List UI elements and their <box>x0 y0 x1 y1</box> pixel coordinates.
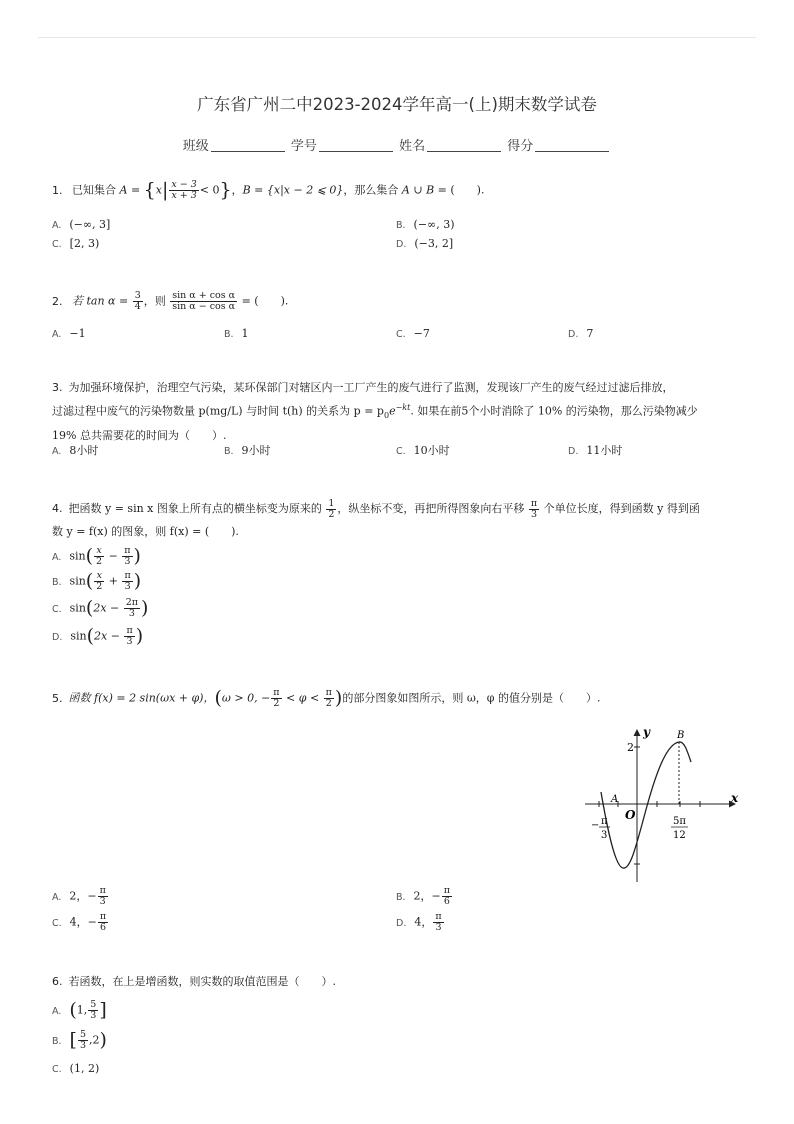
name-label: 姓名 <box>399 139 426 154</box>
sine-curve <box>601 742 691 868</box>
q4-text-a: 把函数 y = sin x 图象上所有点的横坐标变为原来的 <box>68 502 326 515</box>
q4-option-b[interactable] <box>52 571 141 592</box>
q4-option-c[interactable] <box>52 598 148 619</box>
exam-title: 广东省广州二中2023-2024学年高一(上)期末数学试卷 <box>197 95 597 114</box>
q6-option-b[interactable] <box>52 1030 107 1051</box>
option-fn: sin <box>70 629 87 643</box>
x-left-num: π <box>601 816 608 827</box>
q1-frac-num: x − 3 <box>171 179 197 190</box>
question-5 <box>52 688 742 709</box>
q4-frac-shift <box>529 499 539 520</box>
y-tick-label: 2 <box>627 741 634 754</box>
q3-option-c[interactable] <box>396 442 450 458</box>
question-3 <box>52 378 742 446</box>
q5-frac-2 <box>324 688 334 709</box>
option-sign: − <box>431 889 441 903</box>
q6-option-c[interactable] <box>52 1062 99 1075</box>
q2-text-c: = ( ). <box>238 294 289 308</box>
frac-num: π <box>124 570 131 581</box>
option-text: −1 <box>69 327 86 340</box>
q5-option-b[interactable] <box>396 886 453 907</box>
q3-sub: 0 <box>383 410 390 420</box>
id-label: 学号 <box>290 139 317 154</box>
option-omega: 4， <box>414 915 433 929</box>
q3-exp-base: e <box>389 404 396 418</box>
option-fn: sin <box>69 574 86 588</box>
option-frac-b <box>122 571 132 592</box>
q5-text-a: 函数 f(x) = 2 sin(ωx + φ)， <box>68 691 215 705</box>
option-expr: 2x − <box>94 629 124 643</box>
option-label: D. <box>568 446 579 457</box>
q4-line-2: 数 y = f(x) 的图象，则 f(x) = ( ). <box>52 525 239 538</box>
q2-text-b: ，则 <box>143 294 170 308</box>
paren-right: ) <box>141 597 149 619</box>
frac-num: 2π <box>125 597 139 608</box>
option-label: B. <box>52 576 62 588</box>
q2-option-d[interactable] <box>568 327 593 340</box>
frac-num: π <box>126 625 133 636</box>
frac-num: 5 <box>79 1029 87 1040</box>
q5-text-c: < φ < <box>282 691 323 705</box>
option-frac <box>433 912 443 933</box>
option-frac-a <box>94 546 104 567</box>
q3-line-2 <box>52 398 742 426</box>
q2-tan-num: 3 <box>134 290 141 301</box>
q1-text-d: ， <box>231 183 243 197</box>
q2-fraction-tan <box>133 291 143 312</box>
option-label: B. <box>52 1035 62 1047</box>
q2-text-a: 若 tan α = <box>72 294 132 308</box>
frac-den: 3 <box>79 1040 87 1051</box>
q1-frac-den: x + 3 <box>171 190 197 201</box>
q4-option-a[interactable] <box>52 546 141 567</box>
frac-num: π <box>124 545 131 556</box>
q5-option-a[interactable] <box>52 886 109 907</box>
bracket-right: ) <box>99 1029 107 1051</box>
option-frac-b <box>124 626 134 647</box>
option-label: C. <box>52 917 62 929</box>
q1-var: x <box>155 183 162 197</box>
option-label: A. <box>52 891 62 903</box>
option-sign: − <box>87 915 97 929</box>
frac-den: 3 <box>126 636 133 647</box>
q3-line-2-a: 过滤过程中废气的污染物数量 p(mg/L) 与时间 t(h) 的关系为 p = p <box>52 404 384 418</box>
q4-half-den: 2 <box>328 508 335 520</box>
option-frac <box>98 912 108 933</box>
q3-line-1-text: 为加强环境保护，治理空气污染，某环保部门对辖区内一工厂产生的废气进行了监测，发现该厂产生的废气经过过滤后排放， <box>68 381 674 394</box>
frac-den: 2 <box>273 698 280 709</box>
bracket-left: [ <box>69 1029 77 1051</box>
frac-num: π <box>325 687 332 698</box>
q4-shift-num: π <box>530 497 538 509</box>
y-axis-label: y <box>643 725 650 739</box>
frac-den: 3 <box>124 581 131 592</box>
q1-option-d[interactable] <box>396 237 453 250</box>
q4-option-d[interactable] <box>52 626 143 647</box>
q3-line-3: 19% 总共需要花的时间为（ ）. <box>52 428 227 442</box>
q1-fraction <box>169 180 198 201</box>
frac-num: π <box>99 885 106 896</box>
question-number: 6. <box>52 975 63 988</box>
question-number: 3. <box>52 381 63 394</box>
x-right-num: 5π <box>673 816 686 827</box>
option-label: D. <box>396 917 407 929</box>
x-right-den: 12 <box>673 830 686 841</box>
q2-fraction-expr <box>170 291 237 312</box>
q1-text-f: ，那么集合 <box>343 183 402 197</box>
option-label: A. <box>52 1005 62 1017</box>
question-1 <box>52 180 742 201</box>
q3-option-b[interactable] <box>224 442 271 458</box>
origin-label: O <box>625 808 636 822</box>
option-text: (1, 2) <box>69 1062 100 1075</box>
q4-text-c: 个单位长度，得到函数 y 得到函 <box>540 502 700 515</box>
paren-left: ( <box>85 597 94 619</box>
frac-den: 3 <box>435 922 442 933</box>
option-text: [2, 3) <box>69 237 100 250</box>
q1-text-a: 已知集合 <box>72 183 116 197</box>
option-op: − <box>105 549 122 563</box>
q5-text-d: 的部分图象如图所示，则 ω，φ 的值分别是（ ）. <box>342 691 601 705</box>
option-frac <box>442 886 452 907</box>
option-fn: sin <box>69 549 86 563</box>
score-blank[interactable] <box>535 151 609 152</box>
question-2 <box>52 291 742 312</box>
option-text: 7 <box>586 327 594 340</box>
frac-den: 3 <box>90 1010 97 1021</box>
option-fn: sin <box>69 601 86 615</box>
q3-option-d[interactable] <box>568 442 622 458</box>
point-b-label: B <box>677 730 685 741</box>
option-text: 1 <box>241 327 249 340</box>
class-blank[interactable] <box>211 151 285 152</box>
option-sign: − <box>87 889 97 903</box>
frac-num: π <box>443 885 451 896</box>
option-op: + <box>105 574 122 588</box>
q4-text-b: ，纵坐标不变，再把所得图象向右平移 <box>337 502 528 515</box>
class-label: 班级 <box>182 139 209 154</box>
option-text: −7 <box>413 327 430 340</box>
id-blank[interactable] <box>319 151 393 152</box>
option-frac <box>98 886 108 907</box>
q1-text-g: A ∪ B <box>401 183 435 197</box>
q2-option-c[interactable] <box>396 327 430 340</box>
option-label: A. <box>52 551 62 563</box>
option-text: 10小时 <box>413 444 450 457</box>
option-omega: 2， <box>69 889 88 903</box>
q5-option-d[interactable] <box>396 912 445 933</box>
paren-right: ) <box>133 570 142 592</box>
question-6 <box>52 972 742 992</box>
q2-option-a[interactable] <box>52 327 86 340</box>
x-left-den: 3 <box>601 830 608 841</box>
frac-den: 2 <box>96 556 103 567</box>
paren-left: ( <box>85 545 94 567</box>
q1-option-c[interactable] <box>52 237 99 250</box>
q4-half-num: 1 <box>328 497 335 509</box>
bracket-right: ] <box>99 999 107 1021</box>
name-blank[interactable] <box>427 151 501 152</box>
question-number: 5. <box>52 691 63 705</box>
option-label: C. <box>396 329 406 340</box>
q2-expr-num: sin α + cos α <box>172 290 236 301</box>
question-number: 2. <box>52 294 63 308</box>
option-upper: ,2 <box>89 1033 100 1047</box>
frac-num: x <box>94 571 104 582</box>
option-label: A. <box>52 220 62 231</box>
q2-expr-den: sin α − cos α <box>172 301 236 312</box>
option-text: (−3, 2] <box>414 237 454 250</box>
question-number: 4. <box>52 502 63 515</box>
frac-num: π <box>273 687 280 698</box>
frac-den: 6 <box>99 922 107 933</box>
q2-tan-den: 4 <box>134 301 141 312</box>
point-a-label: A <box>611 794 619 805</box>
frac-den: 3 <box>99 896 106 907</box>
q5-text-b: ω > 0, − <box>221 691 271 705</box>
q5-option-c[interactable] <box>52 912 109 933</box>
x-axis-label: x <box>731 791 739 805</box>
q4-line-1 <box>52 496 742 522</box>
frac-den: 2 <box>325 698 332 709</box>
frac-den: 6 <box>443 896 450 907</box>
header-divider <box>38 37 756 38</box>
option-label: B. <box>396 891 406 903</box>
q5-sine-graph <box>585 722 745 887</box>
q1-text-e: B = {x|x − 2 ⩽ 0} <box>242 183 344 197</box>
q6-option-a[interactable] <box>52 1000 107 1021</box>
paren-right: ) <box>334 687 343 709</box>
option-omega: 2， <box>413 889 432 903</box>
paren-right: ) <box>135 625 144 647</box>
paren-right: ) <box>133 545 141 567</box>
frac-num: x <box>94 546 104 557</box>
q1-text-b: A = <box>119 183 144 197</box>
x-left-sign: − <box>591 820 600 831</box>
option-label: B. <box>396 220 406 231</box>
option-label: C. <box>52 1064 62 1075</box>
q1-text-h: = ( ). <box>434 183 485 197</box>
option-label: D. <box>396 239 407 250</box>
option-label: C. <box>52 603 62 615</box>
option-expr: 2x − <box>93 601 123 615</box>
option-label: D. <box>52 631 63 643</box>
frac-den: 3 <box>124 556 131 567</box>
option-label: C. <box>52 239 62 250</box>
option-label: B. <box>224 446 234 457</box>
question-number: 1. <box>52 183 63 197</box>
q1-bar: | <box>161 179 169 201</box>
option-text: 11小时 <box>586 444 623 457</box>
frac-den: 3 <box>128 608 135 619</box>
q1-text-c: < 0 <box>199 183 220 197</box>
q1-option-b[interactable] <box>396 218 455 231</box>
student-info-line <box>0 135 794 154</box>
paren-left: ( <box>86 625 95 647</box>
q2-option-b[interactable] <box>224 327 249 340</box>
q6-text: 若函数，在上是增函数，则实数的取值范围是（ ）. <box>68 975 336 988</box>
option-omega: 4， <box>69 915 88 929</box>
q4-frac-half <box>326 499 336 520</box>
q5-frac-1 <box>271 688 281 709</box>
q1-brace-left: { <box>143 179 156 201</box>
frac-num: π <box>99 911 107 922</box>
frac-num: π <box>435 911 442 922</box>
score-label: 得分 <box>507 139 534 154</box>
question-4 <box>52 496 742 542</box>
q1-option-a[interactable] <box>52 218 110 231</box>
bracket-left: ( <box>69 999 77 1021</box>
option-lower: 1, <box>76 1003 88 1017</box>
option-label: A. <box>52 329 62 340</box>
option-frac-b <box>122 546 132 567</box>
frac-den: 2 <box>96 581 103 592</box>
q3-line-1 <box>52 378 742 398</box>
option-label: D. <box>568 329 579 340</box>
option-frac <box>78 1030 88 1051</box>
q3-option-a[interactable] <box>52 442 98 458</box>
q3-line-2-c: . 如果在前5个小时消除了 10% 的污染物，那么污染物减少 <box>410 404 698 418</box>
option-frac <box>88 1000 98 1021</box>
frac-num: 5 <box>90 999 97 1010</box>
option-frac-b <box>124 598 140 619</box>
q1-brace-right: } <box>219 179 232 201</box>
option-text: 9小时 <box>241 444 271 457</box>
q3-sup: −kt <box>395 403 411 412</box>
option-text: (−∞, 3) <box>413 218 455 231</box>
option-text: (−∞, 3] <box>69 218 111 231</box>
paren-left: ( <box>85 570 94 592</box>
option-text: 8小时 <box>69 444 99 457</box>
option-label: B. <box>224 329 234 340</box>
q4-shift-den: 3 <box>531 508 538 520</box>
paren-left: ( <box>214 687 222 709</box>
option-frac-a <box>94 571 104 592</box>
option-label: C. <box>396 446 406 457</box>
option-label: A. <box>52 446 62 457</box>
